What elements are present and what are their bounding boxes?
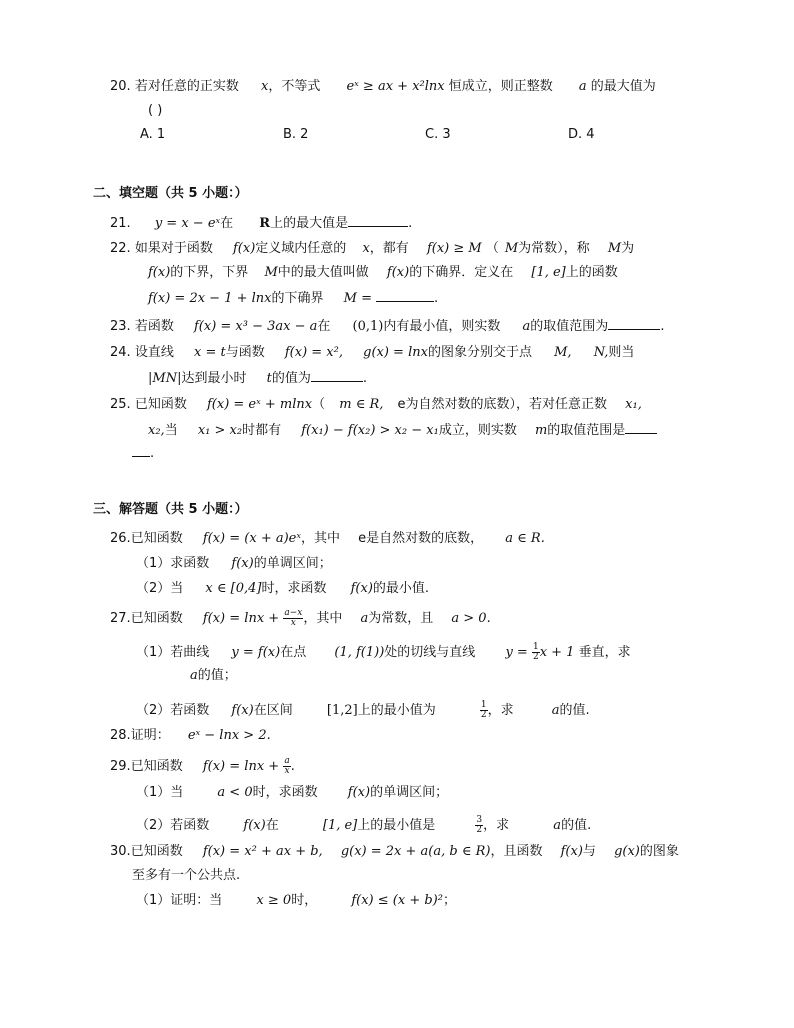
question-30: 30.已知函数 f(x) = x² + ax + b, g(x) = 2x + a(a, b ∈ R)，且函数 f(x)与 g(x)的图象 (110, 844, 679, 859)
question-25: 25. 已知函数 f(x) = eˣ + mlnx（ m ∈ R, e为自然对数的底数），若对任意正数 x₁, (110, 397, 642, 412)
question-22: 22. 如果对于函数 f(x)定义域内任意的 x，都有 f(x) ≥ M （ M为常数），称 M为 (110, 241, 635, 256)
question-20: 20. 若对任意的正实数 x，不等式 eˣ ≥ ax + x²lnx 恒成立，则正整数 a 的最大值为 (110, 79, 656, 94)
question-26: 26.已知函数 f(x) = (x + a)eˣ，其中 e是自然对数的底数， a ∈ R. (110, 531, 545, 546)
section-title: 二、填空题（共 5 小题：） (93, 186, 248, 201)
option-a: A. 1 (140, 127, 166, 142)
option-c: C. 3 (425, 127, 451, 142)
answer-paren: ( ) (148, 103, 163, 118)
question-24: 24. 设直线 x = t与函数 f(x) = x², g(x) = lnx的图象分别交于点 M, N,则当 (110, 345, 635, 360)
question-29: 29.已知函数 f(x) = lnx + $\frac{a}{x}$ . (110, 756, 295, 776)
inequality: eˣ ≥ ax + x²lnx (346, 79, 445, 94)
question-21: 21. y = x − eˣ在 R上的最大值是 . (110, 216, 413, 231)
section-title: 三、解答题（共 5 小题：） (93, 502, 248, 517)
fill-blank[interactable] (625, 421, 657, 434)
fill-blank[interactable] (608, 317, 660, 330)
fill-blank[interactable] (132, 444, 150, 457)
fill-blank[interactable] (376, 289, 434, 302)
question-27: 27.已知函数 f(x) = lnx + $\frac{a-x}{x}$ ，其中 a为常数，且 a > 0. (110, 608, 491, 628)
question-number: 20. (110, 79, 131, 94)
fill-blank[interactable] (311, 369, 363, 382)
fill-blank[interactable] (348, 214, 408, 227)
option-d: D. 4 (568, 127, 595, 142)
option-b: B. 2 (283, 127, 309, 142)
question-23: 23. 若函数 f(x) = x³ − 3ax − a在 (0,1)内有最小值，则实数 a的取值范围为 . (110, 319, 665, 334)
question-28: 28.证明： eˣ − lnx > 2. (110, 728, 271, 743)
